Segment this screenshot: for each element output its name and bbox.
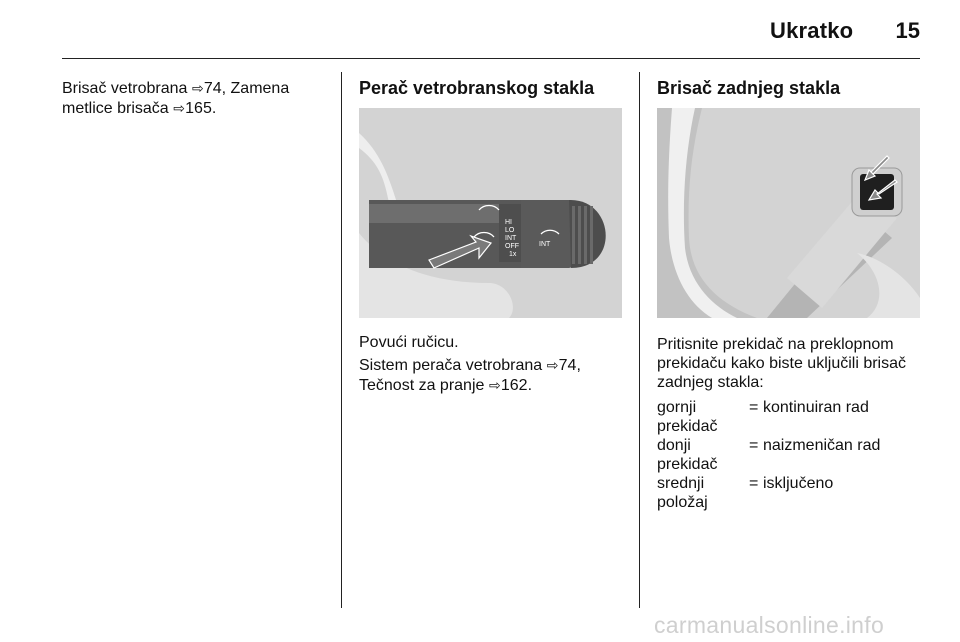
text-span: Brisač vetrobrana [62,80,188,97]
lever-label-int: INT [505,235,517,242]
page-header-title: Ukratko [770,18,854,43]
text-span: . [211,100,217,117]
lever-label-lo: LO [505,227,515,234]
text-line [359,376,629,396]
page-number: 15 [895,18,920,43]
table-cell-eq: = [749,475,759,492]
instruction-text: Povući ručicu. [359,334,459,351]
table-cell-eq: = [749,399,759,416]
header-rule [62,58,920,59]
page-reference[interactable]: 165 [185,100,212,117]
paragraph-line: zadnjeg stakla: [657,374,764,391]
section-heading: Brisač zadnjeg stakla [657,78,841,98]
lever-label-1x: 1x [509,251,517,258]
table-cell-label: srednji položaj [657,475,708,511]
column-3-text [657,335,927,512]
page-reference[interactable]: 162 [500,377,528,394]
lever-label-off: OFF [505,243,519,250]
text-span: Tečnost za pranje [359,377,485,394]
text-span: Sistem perača vetrobrana [359,357,543,374]
lever-label-int-rear: INT [539,241,551,248]
page-reference[interactable]: 74 [558,357,577,374]
text-line [62,79,332,99]
page-reference[interactable]: 74 [203,80,222,97]
column-3 [657,76,927,100]
text-line [359,356,629,376]
washer-lever-figure [359,108,622,318]
text-span: , Zamena [221,80,290,97]
text-line [62,99,332,119]
table-cell-value: isključeno [763,475,834,492]
column-2 [359,76,629,100]
reference-arrow-icon: ⇨ [488,378,501,394]
text-span: . [527,377,533,394]
paragraph-line: Pritisnite prekidač na preklopnom [657,336,894,353]
column-divider-1 [341,72,342,608]
table-cell-value: naizmeničan rad [763,437,881,454]
table-cell-label: gornji prekidač [657,399,718,435]
text-span: metlice brisača [62,100,169,117]
lever-label-hi: HI [505,219,512,226]
reference-arrow-icon: ⇨ [546,358,559,374]
table-cell-value: kontinuiran rad [763,399,869,416]
section-heading: Perač vetrobranskog stakla [359,78,595,98]
rear-wiper-figure [657,108,920,318]
column-divider-2 [639,72,640,608]
reference-arrow-icon: ⇨ [191,81,204,97]
switch-position-table [657,398,927,512]
table-cell-label: donji prekidač [657,437,718,473]
text-span: , [576,357,581,374]
paragraph-line: prekidaču kako biste uključili brisač [657,355,906,372]
reference-arrow-icon: ⇨ [173,101,186,117]
watermark: carmanualsonline.info [654,612,885,638]
table-cell-eq: = [749,437,759,454]
column-2-text [359,333,629,396]
column-1 [62,79,332,119]
